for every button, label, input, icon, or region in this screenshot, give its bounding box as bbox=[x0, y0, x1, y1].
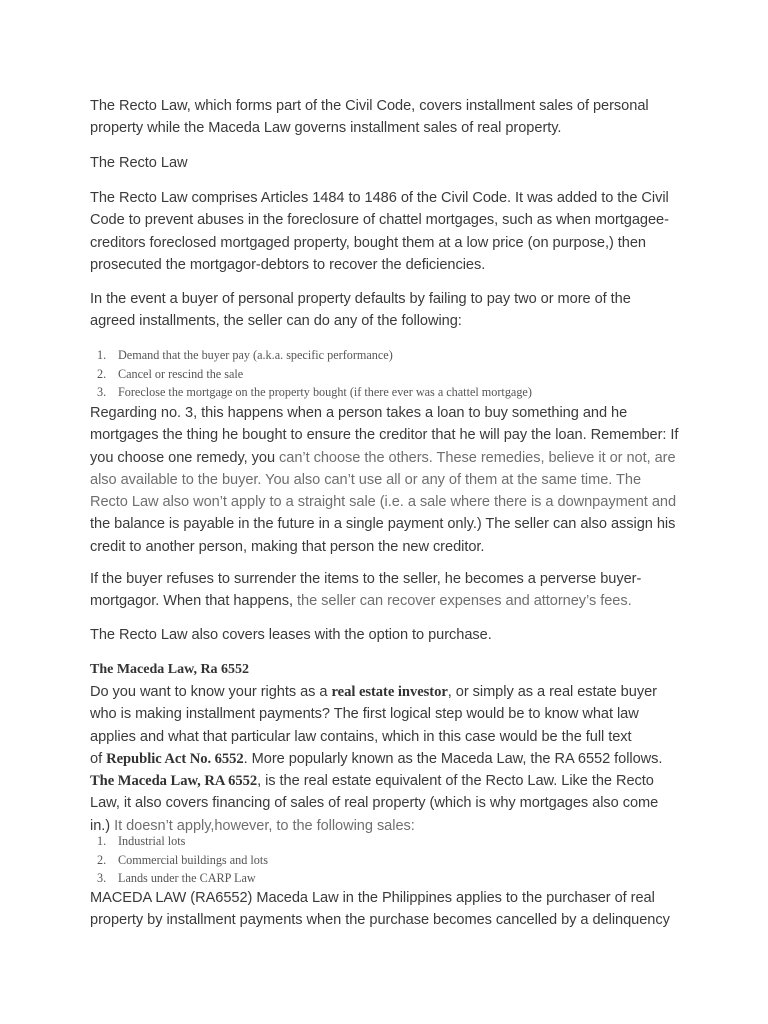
list-number: 3. bbox=[97, 385, 107, 399]
list-item bbox=[90, 365, 532, 384]
text-line: prosecuted the mortgagor-debtors to recover the deficiencies. bbox=[90, 256, 486, 273]
text-line: creditors foreclosed mortgaged property, bought them at a low price (on purpose,) then bbox=[90, 234, 646, 251]
recto-paragraph-4 bbox=[90, 568, 641, 613]
text-line: credit to another person, making that person the new creditor. bbox=[90, 538, 485, 555]
recto-heading: The Recto Law bbox=[90, 155, 188, 171]
text-line: Regarding no. 3, this happens when a person takes a loan to buy something and he bbox=[90, 405, 628, 421]
text-line: The Recto Law, which forms part of the Civil Code, covers installment sales of personal bbox=[90, 98, 649, 114]
recto-paragraph-3 bbox=[90, 402, 678, 558]
list-item-text: Commercial buildings and lots bbox=[118, 852, 268, 867]
text-line: applies and what that particular law contains, which in this case would be the full text bbox=[90, 728, 632, 745]
text-span: Do you want to know your rights as a bbox=[90, 684, 332, 700]
text-line: Code to prevent abuses in the foreclosure of chattel mortgages, such as when mortgagee- bbox=[90, 212, 669, 229]
list-item bbox=[90, 869, 268, 888]
recto-remedies-list bbox=[90, 346, 532, 402]
list-item-text: Foreclose the mortgage on the property bought (if there ever was a chattel mortgage) bbox=[118, 385, 532, 399]
text-line: The Recto Law comprises Articles 1484 to 1486 of the Civil Code. It was added to the Civil bbox=[90, 190, 669, 206]
list-item-text: Cancel or rescind the sale bbox=[118, 366, 244, 381]
text-line: If the buyer refuses to surrender the items to the seller, he becomes a perverse buyer- bbox=[90, 571, 642, 587]
list-number: 1. bbox=[97, 834, 107, 848]
text-span: , or simply as a real estate buyer bbox=[447, 684, 657, 700]
recto-paragraph-1 bbox=[90, 187, 669, 276]
list-number: 1. bbox=[97, 348, 107, 362]
list-number: 2. bbox=[97, 852, 107, 867]
text-span: , is the real estate equivalent of the Recto Law. Like the Recto bbox=[257, 773, 654, 790]
text-line: who is making installment payments? The first logical step would be to know what law bbox=[90, 706, 639, 723]
text-line-light: Recto Law also won’t apply to a straight sale (i.e. a sale where there is a downpayment and bbox=[90, 494, 677, 511]
bold-term: Republic Act No. 6552 bbox=[106, 750, 244, 767]
text-line: property while the Maceda Law governs installment sales of real property. bbox=[90, 120, 562, 137]
text-line: mortgages the thing he bought to ensure the creditor that he will pay the loan. Remember: If bbox=[90, 427, 679, 444]
list-item-text: Lands under the CARP Law bbox=[118, 871, 256, 885]
recto-paragraph-2 bbox=[90, 288, 631, 333]
list-item bbox=[90, 383, 532, 402]
text-span: of bbox=[90, 750, 107, 767]
list-item-text: Demand that the buyer pay (a.k.a. specific performance) bbox=[118, 348, 393, 362]
text-line: you choose one remedy, you bbox=[90, 449, 280, 466]
text-span: . More popularly known as the Maceda Law, the RA 6552 follows. bbox=[243, 750, 663, 767]
list-item bbox=[90, 832, 268, 851]
list-item-text: Industrial lots bbox=[118, 834, 186, 848]
list-item bbox=[90, 346, 532, 365]
list-item bbox=[90, 851, 268, 870]
list-number: 3. bbox=[97, 871, 107, 885]
maceda-heading: The Maceda Law, Ra 6552 bbox=[90, 662, 250, 677]
text-line-light: can’t choose the others. These remedies, believe it or not, are bbox=[279, 449, 676, 466]
text-line: property by installment payments when the purchase becomes cancelled by a delinquency bbox=[90, 912, 670, 929]
text-line: MACEDA LAW (RA6552) Maceda Law in the Philippines applies to the purchaser of real bbox=[90, 890, 655, 906]
bold-term: The Maceda Law, RA 6552 bbox=[90, 773, 258, 790]
text-line-light: the seller can recover expenses and attorney’s fees. bbox=[297, 593, 632, 610]
text-line: agreed installments, the seller can do any of the following: bbox=[90, 313, 462, 330]
list-number: 2. bbox=[97, 366, 107, 381]
bold-term: real estate investor bbox=[331, 684, 448, 700]
text-line-light: also available to the buyer. You also can’t use all or any of them at the same time. The bbox=[90, 471, 642, 488]
text-line-light: It doesn’t apply,however, to the following sales: bbox=[114, 817, 415, 834]
maceda-exclusions-list bbox=[90, 832, 268, 888]
text-line: mortgagor. When that happens, bbox=[90, 593, 297, 610]
intro-paragraph bbox=[90, 95, 649, 140]
maceda-paragraph-1 bbox=[90, 681, 662, 837]
text-span: in.) bbox=[90, 817, 115, 834]
text-line: In the event a buyer of personal property defaults by failing to pay two or more of the bbox=[90, 291, 631, 307]
maceda-paragraph-2 bbox=[90, 887, 670, 932]
recto-paragraph-5: The Recto Law also covers leases with the option to purchase. bbox=[90, 627, 492, 643]
text-line: Law, it also covers financing of sales of real property (which is why mortgages also come bbox=[90, 795, 659, 812]
text-line: the balance is payable in the future in a single payment only.) The seller can also assign his bbox=[90, 516, 676, 533]
